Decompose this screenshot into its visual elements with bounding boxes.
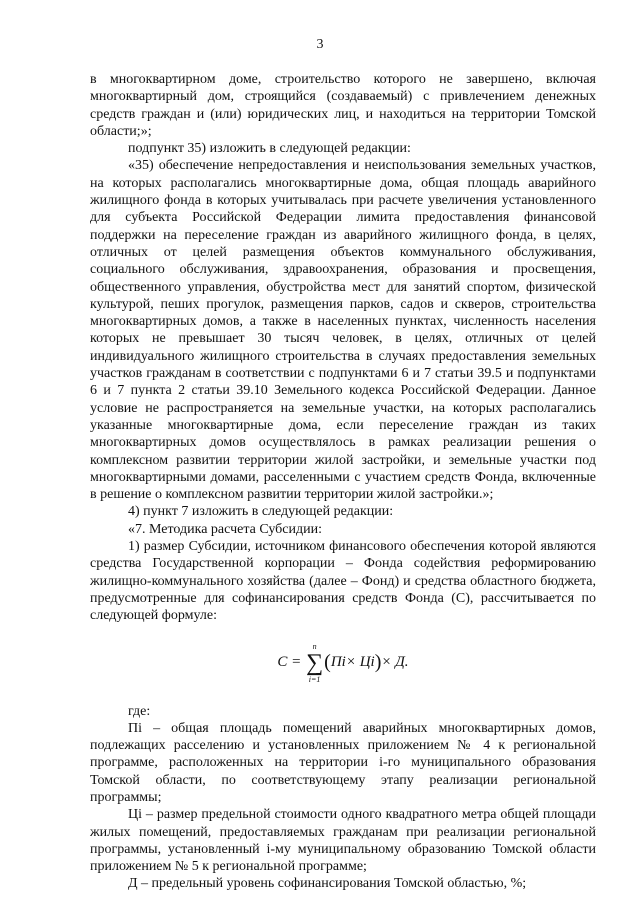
formula-rhs: × Д. [381,653,409,670]
formula-expression [277,642,408,684]
paragraph-def-ci: Цi – размер предельной стоимости одного квадратного метра общей площади жилых помещений, предоставляемых гражданам при реализации региональной программы, установленный i-му муниципальному образованию Томской области приложением № 5 к региональной программе; [90,807,596,875]
formula-term: Пi× Цi [330,653,375,670]
paragraph-def-d: Д – предельный уровень софинансирования Томской областью, %; [128,876,527,892]
formula [90,634,596,692]
paragraph-subpoint-35-intro: подпункт 35) изложить в следующей редакции: [128,141,411,157]
formula-paren-close: ) [374,650,382,673]
sum-lower-limit: i=1 [308,674,321,684]
formula-paren-open: ( [324,650,331,673]
page-number: 3 [316,37,324,52]
paragraph-point-4: 4) пункт 7 изложить в следующей редакции: [128,504,394,520]
formula-lhs: С = [277,653,302,670]
paragraph-where: где: [128,703,151,719]
sum-upper-limit: n [312,641,317,651]
paragraph-subsidy-size: 1) размер Субсидии, источником финансового обеспечения которой являются средства Государственной корпорации – Фонда содействия реформированию жилищно-коммунального хозяйства (далее – Фонд) и средства областного бюджета, предусмотренные для софинансирования средств Фонда (С), рассчитывается по следующей формуле: [90,539,596,624]
sum-operator [306,642,323,684]
paragraph-subpoint-35: «35) обеспечение непредоставления и неиспользования земельных участков, на которых располагались многоквартирные дома, общая площадь аварийного жилищного фонда в которых учитывалась при расчете увеличения установленного для субъекта Российской Федерации лимита предоставления финансовой поддержки на переселение граждан из аварийного жилищного фонда, в целях, отличных от целей размещения объектов коммунального обслуживания, социального обслуживания, здравоохранения, образования и просвещения, общественного управления, обустройства мест для занятий спортом, физической культурой, пеших прогулок, размещения парков, садов и скверов, строительства многоквартирных домов, а также в населенных пунктах, численность населения которых не превышает 30 тысяч человек, в целях, отличных от целей индивидуального жилищного строительства в случаях предоставления земельных участков гражданам в соответствии с подпунктами 6 и 7 статьи 39.5 и подпунктами 6 и 7 пункта 2 статьи 39.10 Земельного кодекса Российской Федерации. Данное условие не распространяется на земельные участки, на которых располагались указанные многоквартирные дома, если переселение граждан из таких многоквартирных домов осуществлялось в рамках реализации решения о комплексном развитии территории жилой застройки, и земельные участки под многоквартирными домами, расселенными с участием средств Фонда, включенные в решение о комплексном развитии территории жилой застройки.»; [90,158,596,503]
paragraph-def-pi: Пi – общая площадь помещений аварийных многоквартирных домов, подлежащих расселению и установленных приложением № 4 к региональной программе, расположенных на территории i-го муниципального образования Томской области, по соответствующему этапу реализации региональной программы; [90,720,596,805]
paragraph-methodology-title: «7. Методика расчета Субсидии: [128,521,322,537]
sigma-symbol: ∑ [306,649,324,676]
document-body [90,71,596,893]
paragraph-continuation: в многоквартирном доме, строительство которого не завершено, включая многоквартирный дом, строящийся (создаваемый) с привлечением денежных средств граждан и (или) юридических лиц, и находиться на территории Томской области;»; [90,72,596,139]
